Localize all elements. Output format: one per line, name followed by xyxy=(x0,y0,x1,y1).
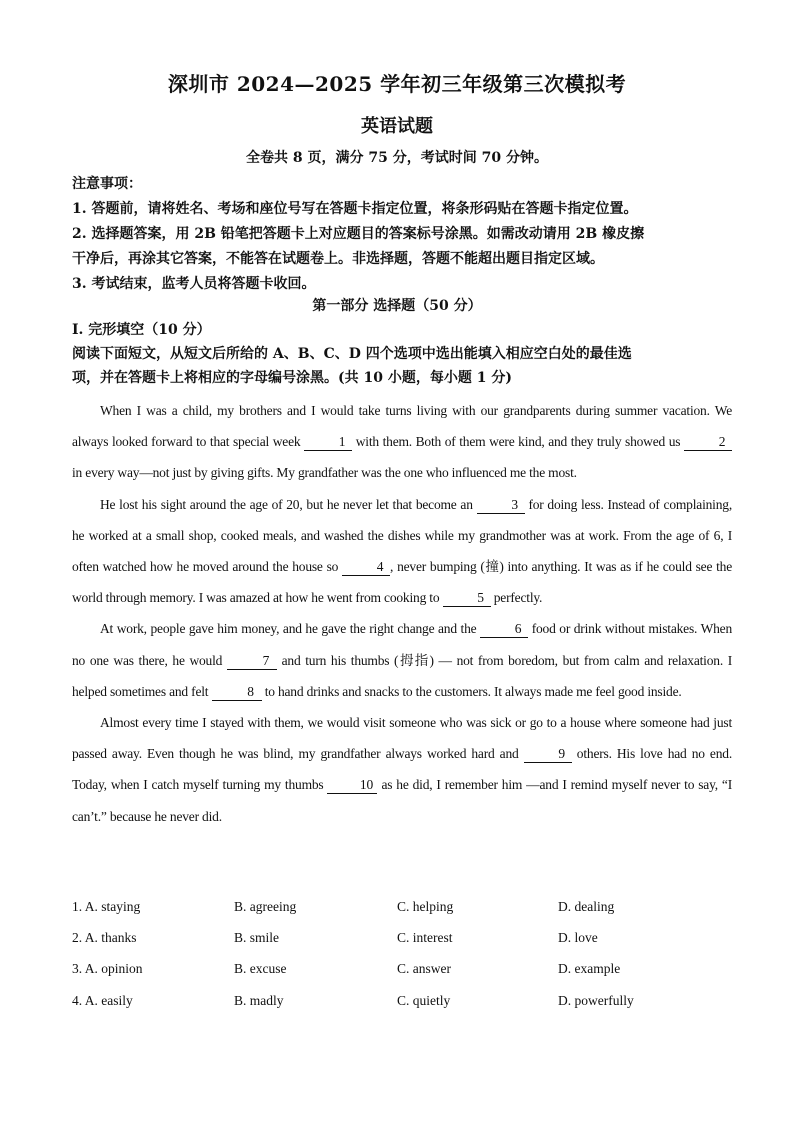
option-b: B. excuse xyxy=(234,961,287,977)
blank-5: 5 xyxy=(443,590,491,607)
section-instruction: 阅读下面短文，从短文后所给的 A、B、C、D 四个选项中选出能填入相应空白处的最佳选 xyxy=(72,346,632,362)
option-b: B. smile xyxy=(234,930,280,946)
option-a: 3. A. opinion xyxy=(72,961,143,977)
passage-text: food or drink without mistakes. When no one was there, he would xyxy=(72,621,733,668)
cloze-passage xyxy=(72,395,732,832)
passage-text: in every way—not just by giving gifts. My grandfather was the one who influenced me the most. xyxy=(72,465,577,481)
option-a: 4. A. easily xyxy=(72,992,133,1008)
option-c: C. answer xyxy=(397,961,451,977)
passage-text: At work, people gave him money, and he gave the right change and the xyxy=(100,621,481,637)
blank-8: 8 xyxy=(212,684,262,701)
passage-paragraph xyxy=(72,395,732,489)
option-row xyxy=(72,926,732,957)
passage-text: to hand drinks and snacks to the customers. It always made me feel good inside. xyxy=(261,683,682,699)
blank-10: 10 xyxy=(327,777,377,794)
passage-text: , never bumping (撞) into anything. It was as if he could see the world through memory. I was amazed at how he went from cooking to xyxy=(72,559,733,606)
blank-6: 6 xyxy=(480,621,528,638)
passage-paragraph xyxy=(72,613,732,707)
passage-text: When I was a child, my brothers and I would take turns living with our grandparents during summer vacation. We always looked forward to that special week xyxy=(72,403,732,450)
option-d: D. powerfully xyxy=(558,992,634,1008)
option-d: D. example xyxy=(558,961,621,977)
passage-paragraph xyxy=(72,707,732,832)
option-row xyxy=(72,895,732,926)
passage-text: Almost every time I stayed with them, we would visit someone who was sick or go to a house where someone had just passed away. Even though he was blind, my grandfather always worked hard and xyxy=(72,715,732,762)
passage-text: perfectly. xyxy=(490,590,543,606)
blank-4: 4 xyxy=(342,559,390,576)
option-a: 1. A. staying xyxy=(72,899,141,914)
answer-options xyxy=(72,895,732,1020)
blank-1: 1 xyxy=(304,434,352,451)
option-row xyxy=(72,989,732,1020)
option-c: C. quietly xyxy=(397,992,451,1008)
option-b: B. agreeing xyxy=(234,899,297,914)
notes-line: 干净后，再涂其它答案，不能答在试题卷上。非选择题，答题不能超出题目指定区域。 xyxy=(72,251,604,267)
option-c: C. interest xyxy=(397,930,453,946)
passage-paragraph xyxy=(72,489,732,614)
part-heading: 第一部分 选择题（50 分） xyxy=(312,298,482,314)
section-header xyxy=(72,318,732,390)
option-d: D. dealing xyxy=(558,899,615,914)
passage-text: with them. Both of them were kind, and they truly showed us xyxy=(352,434,684,450)
blank-2: 2 xyxy=(684,434,732,451)
passage-text: and turn his thumbs (拇指) — not from boredom, but from calm and relaxation. I helped sometimes and felt xyxy=(72,652,732,699)
passage-text: as he did, I remember him —and I remind myself never to say, “I can’t.” because he never did. xyxy=(72,777,732,824)
blank-7: 7 xyxy=(227,653,277,670)
notes-line: 1. 答题前，请将姓名、考场和座位号写在答题卡指定位置，将条形码贴在答题卡指定位置。 xyxy=(72,201,638,217)
exam-info: 全卷共 8 页，满分 75 分，考试时间 70 分钟。 xyxy=(246,150,548,166)
option-d: D. love xyxy=(558,930,598,946)
passage-text: He lost his sight around the age of 20, but he never let that become an xyxy=(100,496,477,512)
passage-text: for doing less. Instead of complaining, he worked at a small shop, cooked meals, and washed the dishes while my grandmother was at work. From the age of 6, I often watched how he moved around the house so xyxy=(72,496,732,575)
subject-title: 英语试题 xyxy=(361,116,433,137)
option-row xyxy=(72,957,732,988)
passage-text: others. His love had no end. Today, when I catch myself turning my thumbs xyxy=(72,746,732,793)
option-a: 2. A. thanks xyxy=(72,930,137,946)
section-title: Ⅰ. 完形填空（10 分） xyxy=(72,322,211,338)
exam-title: 深圳市 2024—2025 学年初三年级第三次模拟考 xyxy=(167,72,627,96)
notes-line: 3. 考试结束，监考人员将答题卡收回。 xyxy=(72,276,316,292)
notes-block xyxy=(72,172,732,297)
notes-line: 2. 选择题答案，用 2B 铅笔把答题卡上对应题目的答案标号涂黑。如需改动请用 2B 橡皮擦 xyxy=(72,226,645,242)
section-instruction: 项，并在答题卡上将相应的字母编号涂黑。(共 10 小题，每小题 1 分) xyxy=(72,370,512,386)
blank-3: 3 xyxy=(477,497,525,514)
blank-9: 9 xyxy=(524,746,572,763)
option-c: C. helping xyxy=(397,899,454,914)
notes-heading: 注意事项： xyxy=(72,176,142,192)
option-b: B. madly xyxy=(234,992,284,1008)
